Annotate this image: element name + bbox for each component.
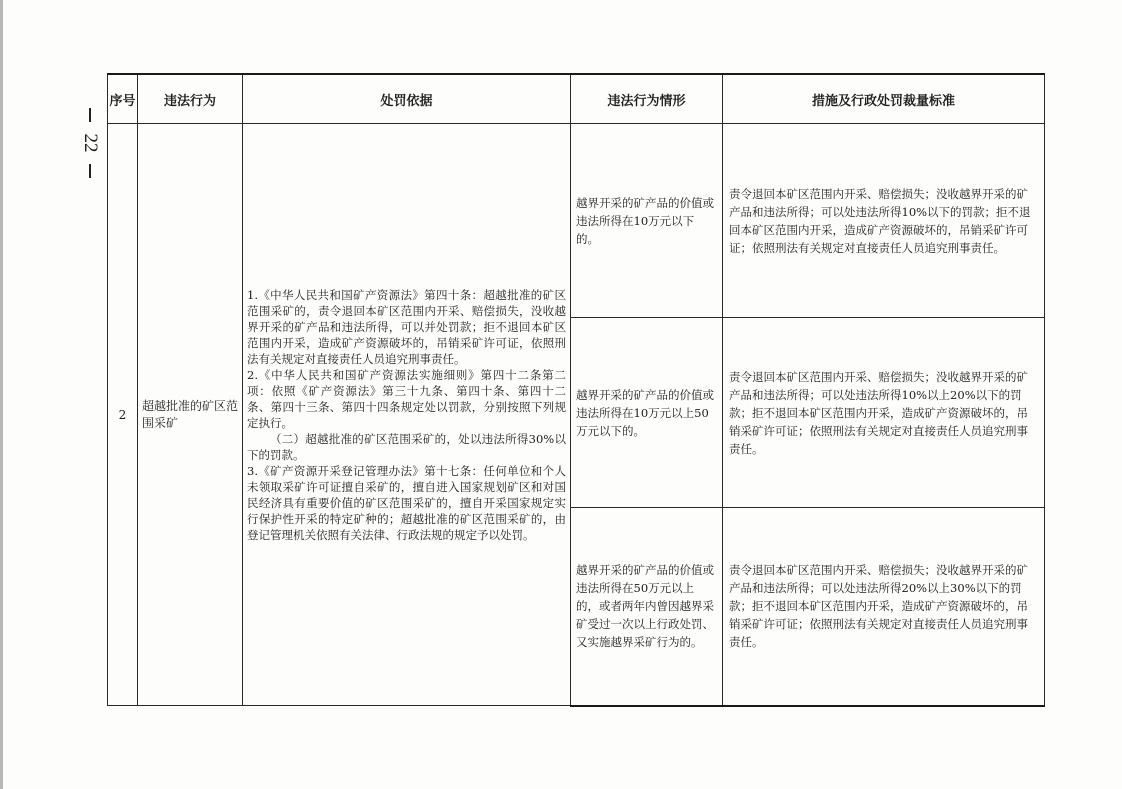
header-basis: 处罚依据 [243, 74, 571, 124]
case-3-situation: 越界开采的矿产品的价值或违法所得在50万元以上的，或者两年内曾因越界采矿受过一次以上行政处罚、又实施越界采矿行为的。 [571, 508, 723, 706]
page-number-dash-bottom [89, 164, 91, 178]
page-number-dash-top [89, 108, 91, 122]
basis-item-3: 3.《矿产资源开采登记管理办法》第十七条：任何单位和个人未领取采矿许可证擅自采矿的，擅自进入国家规划矿区和对国民经济具有重要价值的矿区范围采矿的，擅自开采国家规定实行保护性开采的特定矿种的；超越批准的矿区范围采矿的，由登记管理机关依照有关法律、行政法规的规定予以处罚。 [247, 463, 566, 542]
case-2-situation: 越界开采的矿产品的价值或违法所得在10万元以上50万元以下的。 [571, 318, 723, 508]
header-act: 违法行为 [138, 74, 243, 124]
table-row [108, 124, 1045, 318]
row-seq: 2 [108, 124, 138, 706]
basis-item-2: 2.《中华人民共和国矿产资源法实施细则》第四十二条第二项：依照《矿产资源法》第三十九条、第四十条、第四十二条、第四十三条、第四十四条规定处以罚款，分别按照下列规定执行。 [247, 367, 566, 430]
header-situation: 违法行为情形 [571, 74, 723, 124]
case-1-standard: 责令退回本矿区范围内开采、赔偿损失；没收越界开采的矿产品和违法所得；可以处违法所得10%以下的罚款；拒不退回本矿区范围内开采，造成矿产资源破坏的，吊销采矿许可证；依照刑法有关规定对直接责任人员追究刑事责任。 [723, 124, 1045, 318]
header-seq: 序号 [108, 74, 138, 124]
case-1-situation: 越界开采的矿产品的价值或违法所得在10万元以下的。 [571, 124, 723, 318]
row-violation: 超越批准的矿区范围采矿 [138, 124, 243, 706]
basis-item-1: 1.《中华人民共和国矿产资源法》第四十条：超越批准的矿区范围采矿的，责令退回本矿区范围内开采、赔偿损失，没收越界开采的矿产品和违法所得，可以并处罚款；拒不退回本矿区范围内开采，造成矿产资源破坏的，吊销采矿许可证，依照刑法有关规定对直接责任人员追究刑事责任。 [247, 287, 566, 366]
page-number-value: 22 [80, 133, 101, 153]
row-legal-basis [243, 124, 571, 706]
page-number [70, 108, 110, 178]
basis-item-2-sub: （二）超越批准的矿区范围采矿的，处以违法所得30%以下的罚款。 [247, 431, 566, 462]
scan-edge [0, 0, 3, 789]
case-3-standard: 责令退回本矿区范围内开采、赔偿损失；没收越界开采的矿产品和违法所得；可以处违法所得20%以上30%以下的罚款；拒不退回本矿区范围内开采，造成矿产资源破坏的，吊销采矿许可证；依照刑法有关规定对直接责任人员追究刑事责任。 [723, 508, 1045, 706]
case-2-standard: 责令退回本矿区范围内开采、赔偿损失；没收越界开采的矿产品和违法所得；可以处违法所得10%以上20%以下的罚款；拒不退回本矿区范围内开采，造成矿产资源破坏的，吊销采矿许可证；依照刑法有关规定对直接责任人员追究刑事责任。 [723, 318, 1045, 508]
penalty-standard-table [107, 73, 1045, 707]
table-header-row [108, 74, 1045, 124]
header-standard: 措施及行政处罚裁量标准 [723, 74, 1045, 124]
